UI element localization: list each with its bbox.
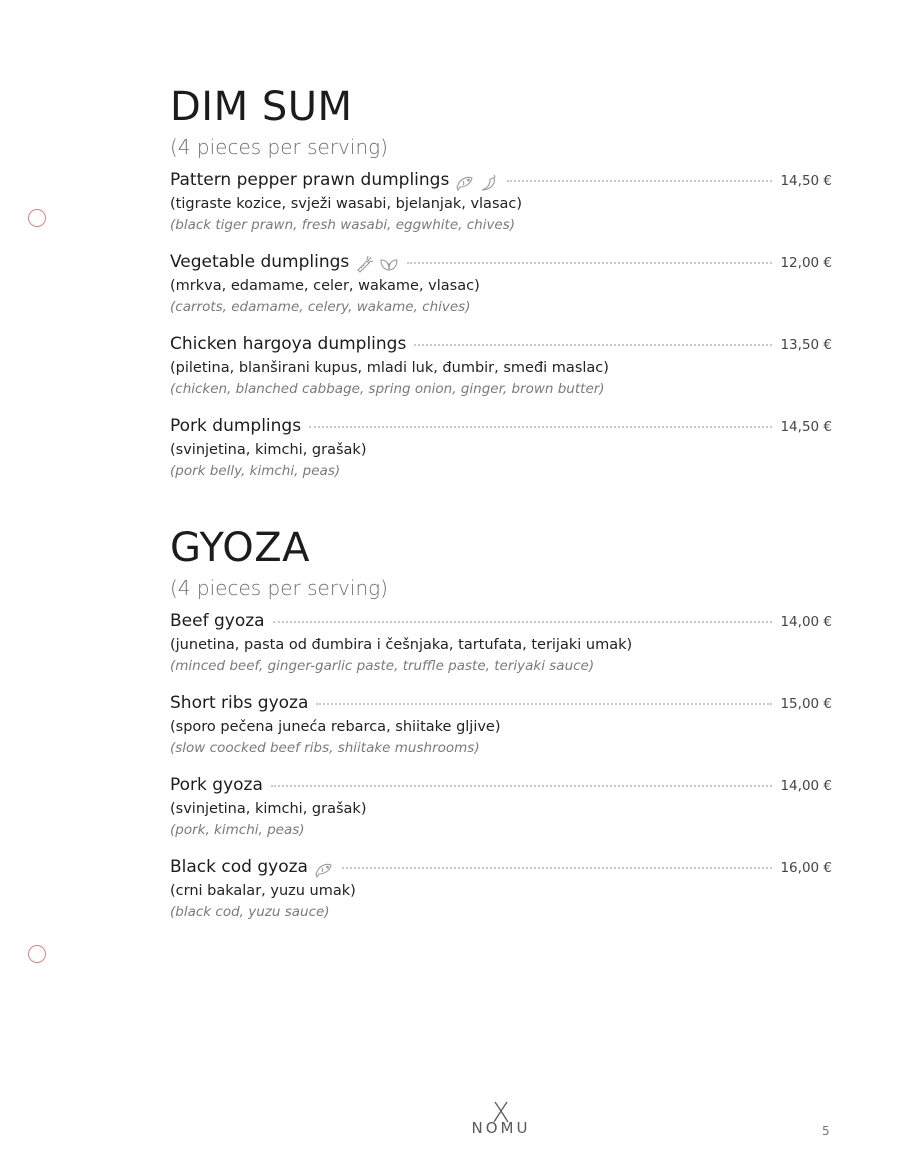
page-number: 5 [822, 1124, 830, 1138]
item-description-english: (slow coocked beef ribs, shiitake mushrooms) [170, 740, 480, 756]
item-price: 15,00 € [780, 696, 832, 712]
item-price: 12,00 € [780, 255, 832, 271]
item-description-local: (junetina, pasta od đumbira i češnjaka, tartufata, terijaki umak) [170, 637, 633, 653]
item-description-english: (minced beef, ginger-garlic paste, truffle paste, teriyaki sauce) [170, 658, 595, 674]
menu-item [170, 334, 832, 416]
item-price: 14,50 € [780, 419, 832, 435]
leader-dots [309, 426, 772, 428]
section-subtitle: (4 pieces per serving) [170, 135, 388, 159]
section-subtitle: (4 pieces per serving) [170, 576, 388, 600]
leaf-icon [379, 254, 399, 274]
menu-item [170, 857, 832, 939]
item-name: Short ribs gyoza [170, 693, 309, 713]
item-description-local: (piletina, blanširani kupus, mladi luk, đumbir, smeđi maslac) [170, 360, 609, 376]
menu-item [170, 611, 832, 693]
menu-items [170, 611, 832, 939]
section-dim-sum [170, 84, 832, 498]
menu-item [170, 693, 832, 775]
leader-dots [273, 621, 773, 623]
fish-icon [455, 172, 475, 192]
menu-items [170, 170, 832, 498]
binder-hole-bottom [28, 945, 46, 963]
item-description-english: (carrots, edamame, celery, wakame, chives) [170, 299, 471, 315]
item-name: Pork gyoza [170, 775, 263, 795]
menu-item [170, 775, 832, 857]
item-price: 16,00 € [780, 860, 832, 876]
item-description-local: (tigraste kozice, svježi wasabi, bjelanjak, vlasac) [170, 196, 523, 212]
leader-dots [507, 180, 772, 182]
logo-text: NOMU [471, 1119, 531, 1137]
item-name: Pattern pepper prawn dumplings [170, 170, 450, 190]
binder-hole-top [28, 209, 46, 227]
item-description-english: (pork belly, kimchi, peas) [170, 463, 341, 479]
item-price: 14,00 € [780, 778, 832, 794]
menu-item [170, 252, 832, 334]
leader-dots [407, 262, 772, 264]
item-description-english: (black cod, yuzu sauce) [170, 904, 330, 920]
item-name: Black cod gyoza [170, 857, 308, 877]
section-title: DIM SUM [170, 84, 353, 130]
fish-icon [314, 859, 334, 879]
item-price: 14,00 € [780, 614, 832, 630]
item-description-english: (pork, kimchi, peas) [170, 822, 305, 838]
item-description-local: (mrkva, edamame, celer, wakame, vlasac) [170, 278, 480, 294]
chili-icon [479, 172, 499, 192]
item-description-local: (svinjetina, kimchi, grašak) [170, 442, 367, 458]
item-name: Pork dumplings [170, 416, 302, 436]
leader-dots [316, 703, 772, 705]
item-price: 13,50 € [780, 337, 832, 353]
item-description-local: (sporo pečena juneća rebarca, shiitake gljive) [170, 719, 501, 735]
item-description-english: (black tiger prawn, fresh wasabi, eggwhite, chives) [170, 217, 516, 233]
item-description-english: (chicken, blanched cabbage, spring onion, ginger, brown butter) [170, 381, 605, 397]
menu-item [170, 416, 832, 498]
item-price: 14,50 € [780, 173, 832, 189]
menu-item [170, 170, 832, 252]
carrot-icon [355, 254, 375, 274]
nomu-logo [468, 1101, 534, 1137]
leader-dots [342, 867, 773, 869]
section-title: GYOZA [170, 525, 310, 571]
section-gyoza [170, 525, 832, 939]
item-name: Beef gyoza [170, 611, 265, 631]
item-description-local: (crni bakalar, yuzu umak) [170, 883, 356, 899]
leader-dots [414, 344, 772, 346]
item-name: Chicken hargoya dumplings [170, 334, 407, 354]
leader-dots [271, 785, 773, 787]
item-name: Vegetable dumplings [170, 252, 350, 272]
item-description-local: (svinjetina, kimchi, grašak) [170, 801, 367, 817]
